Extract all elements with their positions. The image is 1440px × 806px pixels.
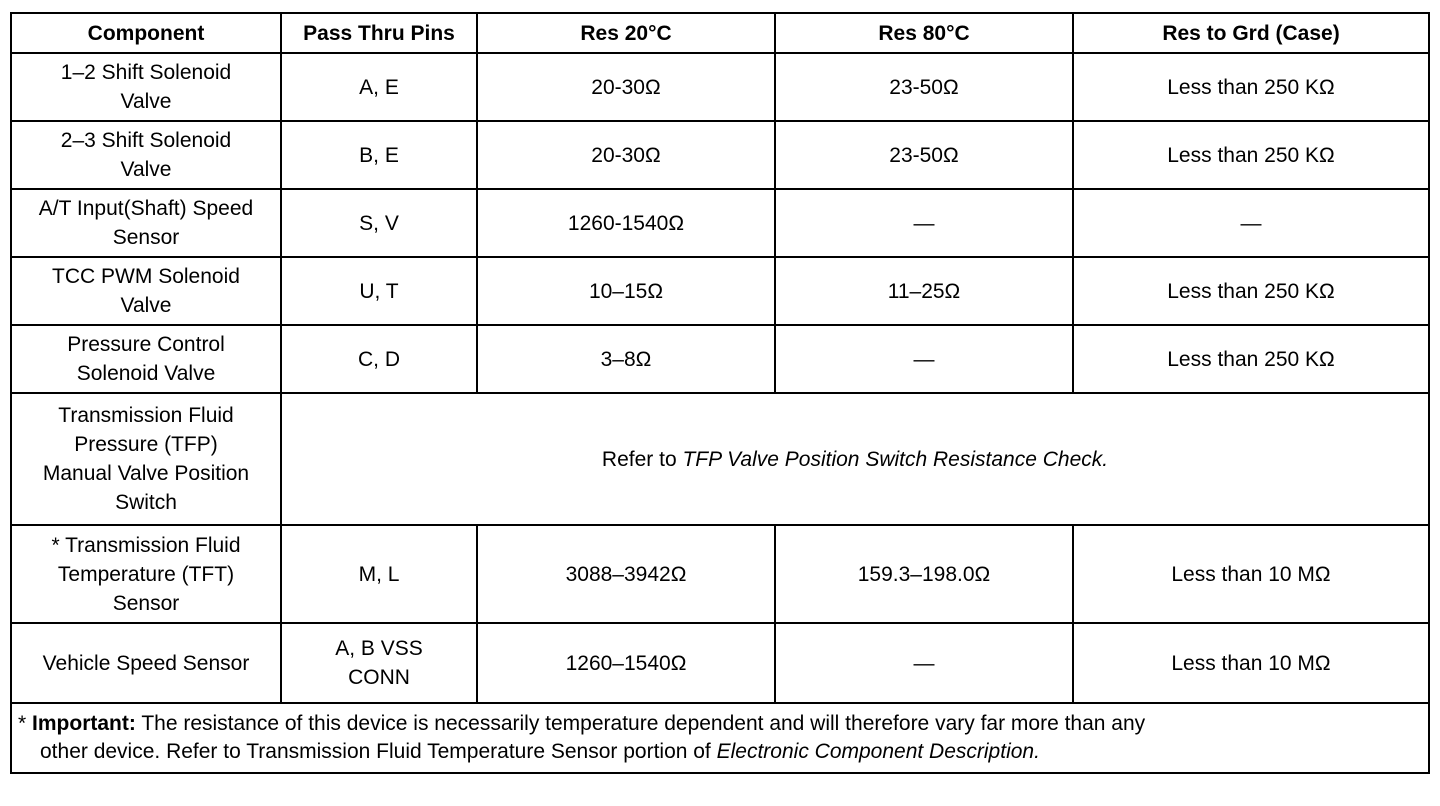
table-row-note: [11, 703, 1429, 773]
header-row: [11, 13, 1429, 53]
res20-cell: 20-30Ω: [477, 53, 775, 121]
pins-cell: U, T: [281, 257, 477, 325]
component-line: Valve: [120, 158, 172, 181]
res80-cell: 23-50Ω: [775, 53, 1073, 121]
res80-cell: 11–25Ω: [775, 257, 1073, 325]
component-line: Valve: [120, 90, 172, 113]
component-line: Temperature (TFT): [57, 562, 235, 586]
asterisk-mark: *: [18, 712, 27, 735]
pins-line: A, B VSS: [335, 637, 423, 660]
pins-cell: A, E: [281, 53, 477, 121]
component-line: Switch: [115, 491, 177, 514]
res20-cell: 3–8Ω: [477, 325, 775, 393]
table-row: [11, 325, 1429, 393]
table-row-vss: [11, 623, 1429, 703]
grd-cell: Less than 10 MΩ: [1073, 623, 1429, 703]
resistance-table-container: [10, 12, 1428, 774]
note-line-2: [18, 738, 1422, 766]
component-cell: [11, 325, 281, 393]
header-pass-thru-pins: Pass Thru Pins: [281, 13, 477, 53]
component-line: 1–2 Shift Solenoid: [60, 61, 232, 84]
component-line: Solenoid Valve: [76, 362, 216, 385]
component-line: Valve: [120, 294, 172, 317]
pins-cell: M, L: [281, 525, 477, 623]
component-cell: Vehicle Speed Sensor: [11, 623, 281, 703]
component-cell: [11, 525, 281, 623]
grd-cell: Less than 250 KΩ: [1073, 257, 1429, 325]
res80-cell: —: [775, 623, 1073, 703]
grd-cell: Less than 10 MΩ: [1073, 525, 1429, 623]
pins-cell: C, D: [281, 325, 477, 393]
header-res-80c: Res 80°C: [775, 13, 1073, 53]
grd-cell: Less than 250 KΩ: [1073, 53, 1429, 121]
pins-line: CONN: [348, 666, 410, 689]
note-text-2: other device. Refer to Transmission Fluid Temperature Sensor portion of: [40, 740, 717, 763]
grd-cell: Less than 250 KΩ: [1073, 121, 1429, 189]
table-row: [11, 53, 1429, 121]
component-description-reference: Electronic Component Description.: [716, 740, 1040, 763]
res20-cell: 1260–1540Ω: [477, 623, 775, 703]
res20-cell: 1260-1540Ω: [477, 189, 775, 257]
note-line-1: [18, 710, 1422, 738]
res80-cell: 23-50Ω: [775, 121, 1073, 189]
component-cell: [11, 393, 281, 525]
res80-cell: —: [775, 189, 1073, 257]
component-cell: [11, 257, 281, 325]
component-line: Sensor: [112, 226, 180, 249]
res20-cell: 3088–3942Ω: [477, 525, 775, 623]
component-line: Pressure (TFP): [74, 433, 218, 456]
component-line: Pressure Control: [67, 333, 225, 356]
component-line: TCC PWM Solenoid: [52, 265, 240, 288]
component-line: Transmission Fluid: [58, 404, 234, 427]
table-row: [11, 189, 1429, 257]
component-resistance-table: [10, 12, 1430, 774]
grd-cell: —: [1073, 189, 1429, 257]
header-res-20c: Res 20°C: [477, 13, 775, 53]
component-line: Manual Valve Position: [42, 462, 250, 485]
table-row-tft: [11, 525, 1429, 623]
tfp-refer-cell: [281, 393, 1429, 525]
component-cell: [11, 189, 281, 257]
important-label: Important:: [32, 712, 136, 735]
component-line: 2–3 Shift Solenoid: [60, 129, 232, 152]
pins-cell: S, V: [281, 189, 477, 257]
important-note-cell: [11, 703, 1429, 773]
grd-cell: Less than 250 KΩ: [1073, 325, 1429, 393]
component-line: A/T Input(Shaft) Speed: [38, 197, 254, 220]
tfp-check-reference: TFP Valve Position Switch Resistance Check.: [682, 447, 1109, 471]
note-text-1: The resistance of this device is necessarily temperature dependent and will therefore vary far more than any: [135, 712, 1146, 735]
component-line: Sensor: [112, 591, 180, 615]
res80-cell: 159.3–198.0Ω: [775, 525, 1073, 623]
table-row: [11, 257, 1429, 325]
table-row: [11, 121, 1429, 189]
table-row-tfp: [11, 393, 1429, 525]
header-res-to-ground: Res to Grd (Case): [1073, 13, 1429, 53]
component-cell: [11, 121, 281, 189]
refer-prefix: Refer to: [601, 447, 683, 471]
res20-cell: 20-30Ω: [477, 121, 775, 189]
pins-cell: B, E: [281, 121, 477, 189]
res20-cell: 10–15Ω: [477, 257, 775, 325]
component-cell: [11, 53, 281, 121]
res80-cell: —: [775, 325, 1073, 393]
pins-cell: [281, 623, 477, 703]
header-component: Component: [11, 13, 281, 53]
component-line: * Transmission Fluid: [51, 533, 241, 557]
